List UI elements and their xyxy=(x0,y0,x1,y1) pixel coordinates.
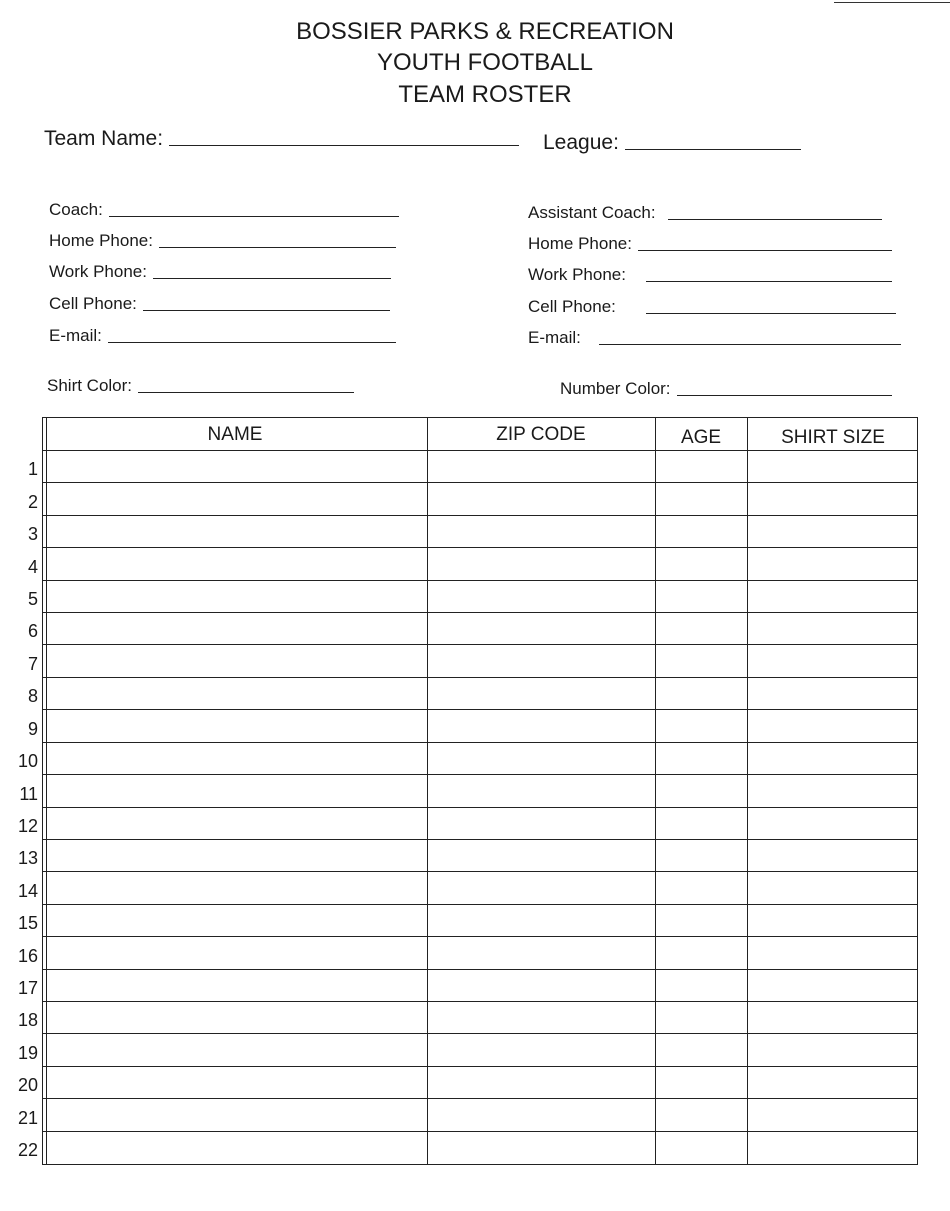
assistant-home-phone-label: Home Phone: xyxy=(528,234,632,253)
page-title-org: BOSSIER PARKS & RECREATION xyxy=(296,18,674,45)
team-name-field xyxy=(44,129,519,149)
table-row[interactable] xyxy=(43,677,917,678)
number-color-input-line[interactable] xyxy=(677,395,892,396)
column-header-name: NAME xyxy=(207,424,263,445)
row-number: 5 xyxy=(27,589,38,610)
coach-email-label: E-mail: xyxy=(49,326,102,345)
assistant-email-field xyxy=(528,328,901,348)
league-field xyxy=(543,133,801,153)
table-row[interactable] xyxy=(43,1001,917,1002)
shirt-color-label: Shirt Color: xyxy=(47,376,133,395)
table-row[interactable] xyxy=(43,1098,917,1099)
page-title-form: TEAM ROSTER xyxy=(398,81,572,108)
assistant-cell-phone-input-line[interactable] xyxy=(646,313,896,314)
coach-home-phone-input-line[interactable] xyxy=(159,247,396,248)
table-row[interactable] xyxy=(43,742,917,743)
assistant-work-phone-field xyxy=(528,265,892,285)
team-name-label: Team Name: xyxy=(44,127,164,150)
column-divider-shirt-size xyxy=(747,418,748,1164)
coach-label: Coach: xyxy=(49,200,103,219)
table-row[interactable] xyxy=(43,969,917,970)
coach-work-phone-label: Work Phone: xyxy=(49,262,147,281)
row-number: 13 xyxy=(17,848,38,869)
table-row[interactable] xyxy=(43,1131,917,1132)
coach-cell-phone-input-line[interactable] xyxy=(143,310,390,311)
shirt-color-field xyxy=(47,376,354,396)
table-row[interactable] xyxy=(43,515,917,516)
row-number: 3 xyxy=(27,524,38,545)
number-color-field xyxy=(560,379,892,399)
row-number: 15 xyxy=(17,913,38,934)
row-number: 6 xyxy=(27,621,38,642)
column-divider-age xyxy=(655,418,656,1164)
coach-field xyxy=(49,200,399,220)
coach-email-input-line[interactable] xyxy=(108,342,396,343)
row-number: 11 xyxy=(19,783,38,804)
row-number: 21 xyxy=(17,1107,38,1128)
coach-work-phone-input-line[interactable] xyxy=(153,278,391,279)
scan-edge-mark xyxy=(834,2,950,3)
row-number: 17 xyxy=(17,977,38,998)
table-row[interactable] xyxy=(43,450,917,451)
table-row[interactable] xyxy=(43,580,917,581)
assistant-cell-phone-field xyxy=(528,297,896,317)
row-number: 22 xyxy=(17,1140,38,1160)
assistant-coach-label: Assistant Coach: xyxy=(528,203,656,222)
table-row[interactable] xyxy=(43,871,917,872)
row-number: 4 xyxy=(27,556,38,577)
row-number: 14 xyxy=(17,880,38,901)
table-row[interactable] xyxy=(43,547,917,548)
table-double-border xyxy=(46,418,47,1164)
column-header-shirt-size: SHIRT SIZE xyxy=(781,427,885,448)
table-row[interactable] xyxy=(43,904,917,905)
assistant-email-input-line[interactable] xyxy=(599,344,901,345)
assistant-coach-field xyxy=(528,203,882,223)
assistant-home-phone-field xyxy=(528,234,892,254)
table-row[interactable] xyxy=(43,644,917,645)
coach-email-field xyxy=(49,326,396,346)
table-row[interactable] xyxy=(43,936,917,937)
row-number: 12 xyxy=(17,815,38,836)
league-input-line[interactable] xyxy=(625,149,801,150)
assistant-home-phone-input-line[interactable] xyxy=(638,250,892,251)
column-divider-zip xyxy=(427,418,428,1164)
row-number: 8 xyxy=(27,686,38,707)
row-number: 16 xyxy=(17,945,38,966)
table-row[interactable] xyxy=(43,774,917,775)
row-number: 7 xyxy=(27,653,38,674)
coach-home-phone-field xyxy=(49,231,396,251)
coach-input-line[interactable] xyxy=(109,216,399,217)
team-name-input-line[interactable] xyxy=(169,145,519,146)
league-label: League: xyxy=(543,131,619,154)
table-row[interactable] xyxy=(43,482,917,483)
coach-cell-phone-label: Cell Phone: xyxy=(49,294,137,313)
assistant-work-phone-input-line[interactable] xyxy=(646,281,892,282)
row-number: 10 xyxy=(17,751,38,772)
row-number: 9 xyxy=(27,718,38,739)
row-number: 1 xyxy=(27,459,38,480)
roster-table xyxy=(42,417,918,1165)
table-row[interactable] xyxy=(43,807,917,808)
coach-home-phone-label: Home Phone: xyxy=(49,231,153,250)
table-row[interactable] xyxy=(43,1066,917,1067)
table-row[interactable] xyxy=(43,1033,917,1034)
column-header-zip-code: ZIP CODE xyxy=(496,424,586,445)
shirt-color-input-line[interactable] xyxy=(138,392,354,393)
assistant-cell-phone-label: Cell Phone: xyxy=(528,297,616,316)
table-row[interactable] xyxy=(43,839,917,840)
row-number: 18 xyxy=(17,1010,38,1031)
coach-cell-phone-field xyxy=(49,294,390,314)
assistant-coach-input-line[interactable] xyxy=(668,219,882,220)
row-number: 20 xyxy=(17,1075,38,1096)
column-header-age: AGE xyxy=(680,427,722,448)
row-number: 19 xyxy=(17,1042,38,1063)
assistant-email-label: E-mail: xyxy=(528,328,581,347)
row-number: 2 xyxy=(27,491,38,512)
number-color-label: Number Color: xyxy=(560,379,671,398)
table-row[interactable] xyxy=(43,612,917,613)
assistant-work-phone-label: Work Phone: xyxy=(528,265,626,284)
coach-work-phone-field xyxy=(49,262,391,282)
table-row[interactable] xyxy=(43,709,917,710)
page-title-program: YOUTH FOOTBALL xyxy=(376,49,594,76)
